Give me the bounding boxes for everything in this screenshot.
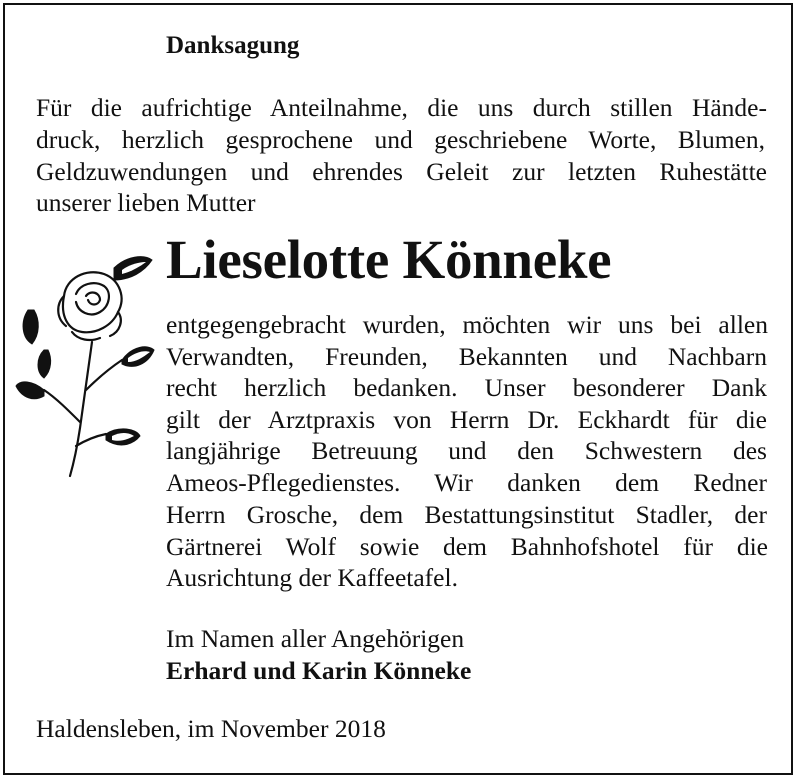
intro-line: druck, herzlich gesprochene und geschriebene Worte, Blumen, — [36, 125, 765, 154]
intro-line: Für die aufrichtige Anteilnahme, die uns durch stillen Hände- — [36, 93, 767, 122]
body-line: Ameos-Pflegedienstes. Wir danken dem Redner — [166, 468, 767, 497]
signatories: Erhard und Karin Könneke — [166, 656, 472, 685]
body-line: entgegengebracht wurden, möchten wir uns bei allen — [166, 310, 768, 339]
body-line: Gärtnerei Wolf sowie dem Bahnhofshotel für die — [166, 532, 768, 561]
body-line: Verwandten, Freunden, Bekannten und Nachbarn — [166, 342, 767, 371]
intro-line: unserer lieben Mutter — [36, 188, 256, 217]
body-line: recht herzlich bedanken. Unser besonderer Dank — [166, 373, 767, 402]
rose-icon — [14, 250, 156, 480]
intro-line: Geldzuwendungen und ehrendes Geleit zur letzten Ruhestätte — [36, 157, 767, 186]
body-line: gilt der Arztpraxis von Herrn Dr. Eckhardt für die — [166, 405, 767, 434]
body-line: Herrn Grosche, dem Bestattungsinstitut Stadler, der — [166, 500, 767, 529]
body-line: Ausrichtung der Kaffeetafel. — [166, 563, 458, 592]
body-line: langjährige Betreuung und den Schwestern des — [166, 436, 767, 465]
deceased-name: Lieselotte Könneke — [166, 229, 612, 290]
place-date: Haldensleben, im November 2018 — [36, 714, 386, 743]
closing-text: Im Namen aller Angehörigen — [166, 624, 465, 653]
notice-heading: Danksagung — [166, 32, 300, 59]
